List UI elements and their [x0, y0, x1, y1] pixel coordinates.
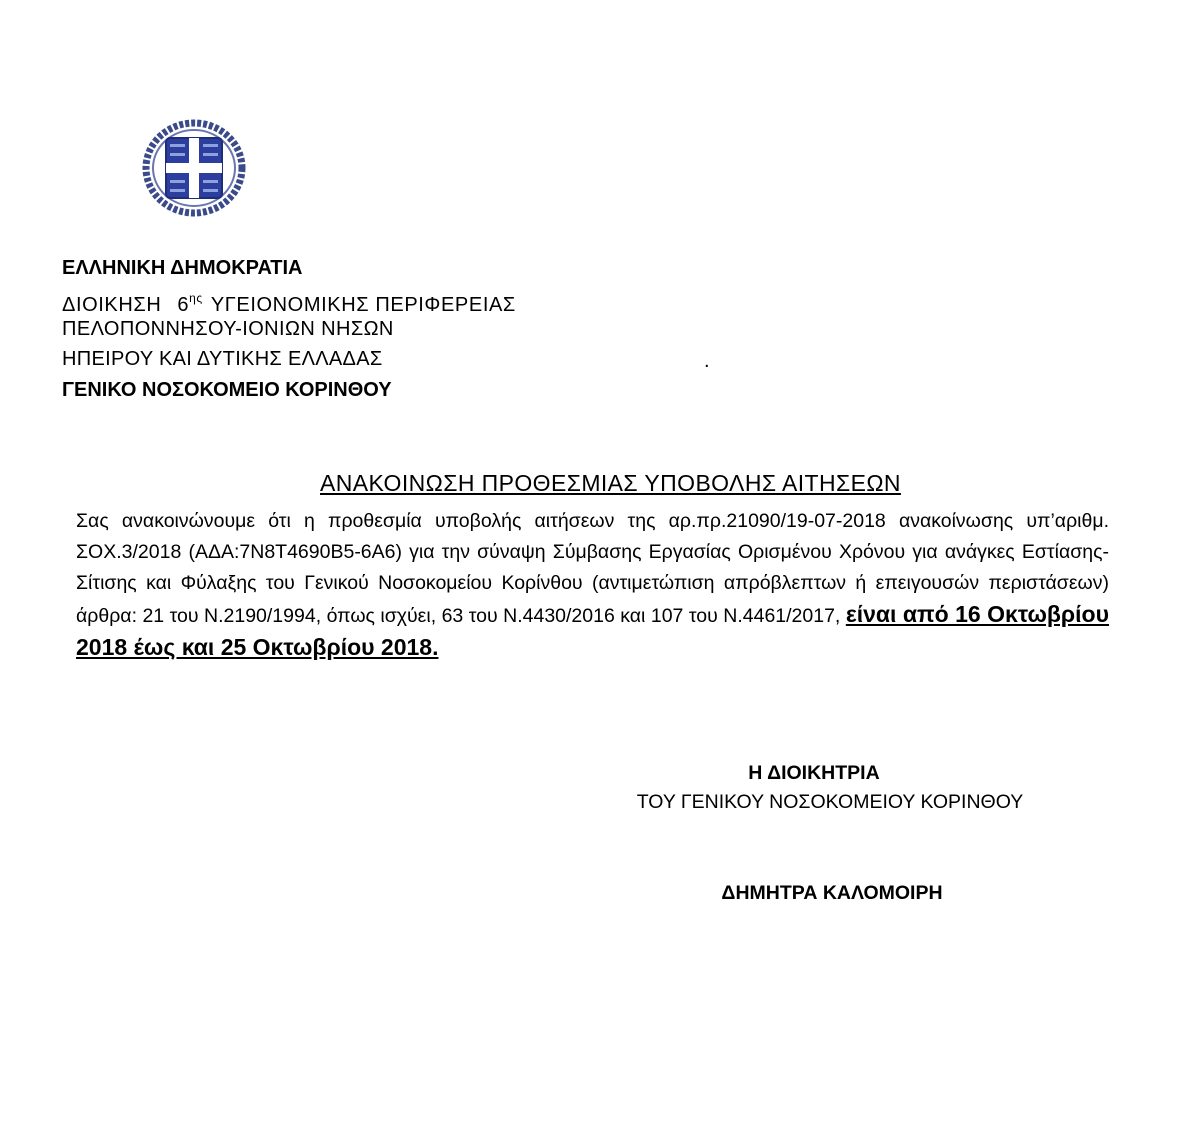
announcement-deadline: είναι από 16 Οκτωβρίου 2018 έως και 25 Οκτωβρίου 2018. — [76, 601, 1109, 660]
announcement-body-text: Σας ανακοινώνουμε ότι η προθεσμία υποβολής αιτήσεων της αρ.πρ.21090/19-07-2018 ανακοίνωσης υπ’αριθμ. ΣΟΧ.3/2018 (ΑΔΑ:7Ν8Τ4690Β5-6Α6) για την σύναψη Σύμβασης Εργασίας Ορισμένου Χρόνου για ανάγκες Εστίασης-Σίτισης και Φύλαξης του Γενικού Νοσοκομείου Κορίνθου (αντιμετώπιση απρόβλεπτων ή επειγουσών περιστάσεων) άρθρα: 21 του Ν.2190/1994, όπως ισχύει, 63 του Ν.4430/2016 και 107 του Ν.4461/2017, — [76, 510, 1109, 627]
announcement-title: ΑΝΑΚΟΙΝΩΣΗ ΠΡΟΘΕΣΜΙΑΣ ΥΠΟΒΟΛΗΣ ΑΙΤΗΣΕΩΝ — [320, 470, 901, 496]
header-admin-suffix: ΥΓΕΙΟΝΟΜΙΚΗΣ ΠΕΡΙΦΕΡΕΙΑΣ — [210, 294, 516, 316]
signature-role-line-1: Η ΔΙΟΙΚΗΤΡΙΑ — [748, 762, 880, 784]
signature-role-line-2: ΤΟΥ ΓΕΝΙΚΟΥ ΝΟΣΟΚΟΜΕΙΟΥ ΚΟΡΙΝΘΟΥ — [636, 791, 1024, 813]
header-hospital: ΓΕΝΙΚΟ ΝΟΣΟΚΟΜΕΙΟ ΚΟΡΙΝΘΟΥ — [62, 379, 392, 401]
header-country: ΕΛΛΗΝΙΚΗ ΔΗΜΟΚΡΑΤΙΑ — [62, 257, 303, 279]
greek-coat-of-arms-emblem — [140, 118, 248, 218]
header-admin-superscript: ης — [189, 291, 203, 305]
stray-dot: . — [704, 350, 710, 372]
signature-name: ΔΗΜΗΤΡΑ ΚΑΛΟΜΟΙΡΗ — [721, 882, 943, 904]
header-region-line-2: ΗΠΕΙΡΟΥ ΚΑΙ ΔΥΤΙΚΗΣ ΕΛΛΑΔΑΣ — [62, 348, 383, 370]
header-region-line-1: ΠΕΛΟΠΟΝΝΗΣΟΥ-ΙΟΝΙΩΝ ΝΗΣΩΝ — [62, 318, 394, 340]
header-admin-number: 6 — [177, 294, 190, 316]
header-admin-prefix: ΔΙΟΙΚΗΣΗ — [62, 294, 162, 316]
header-administration — [62, 286, 516, 317]
announcement-body — [76, 506, 1109, 665]
